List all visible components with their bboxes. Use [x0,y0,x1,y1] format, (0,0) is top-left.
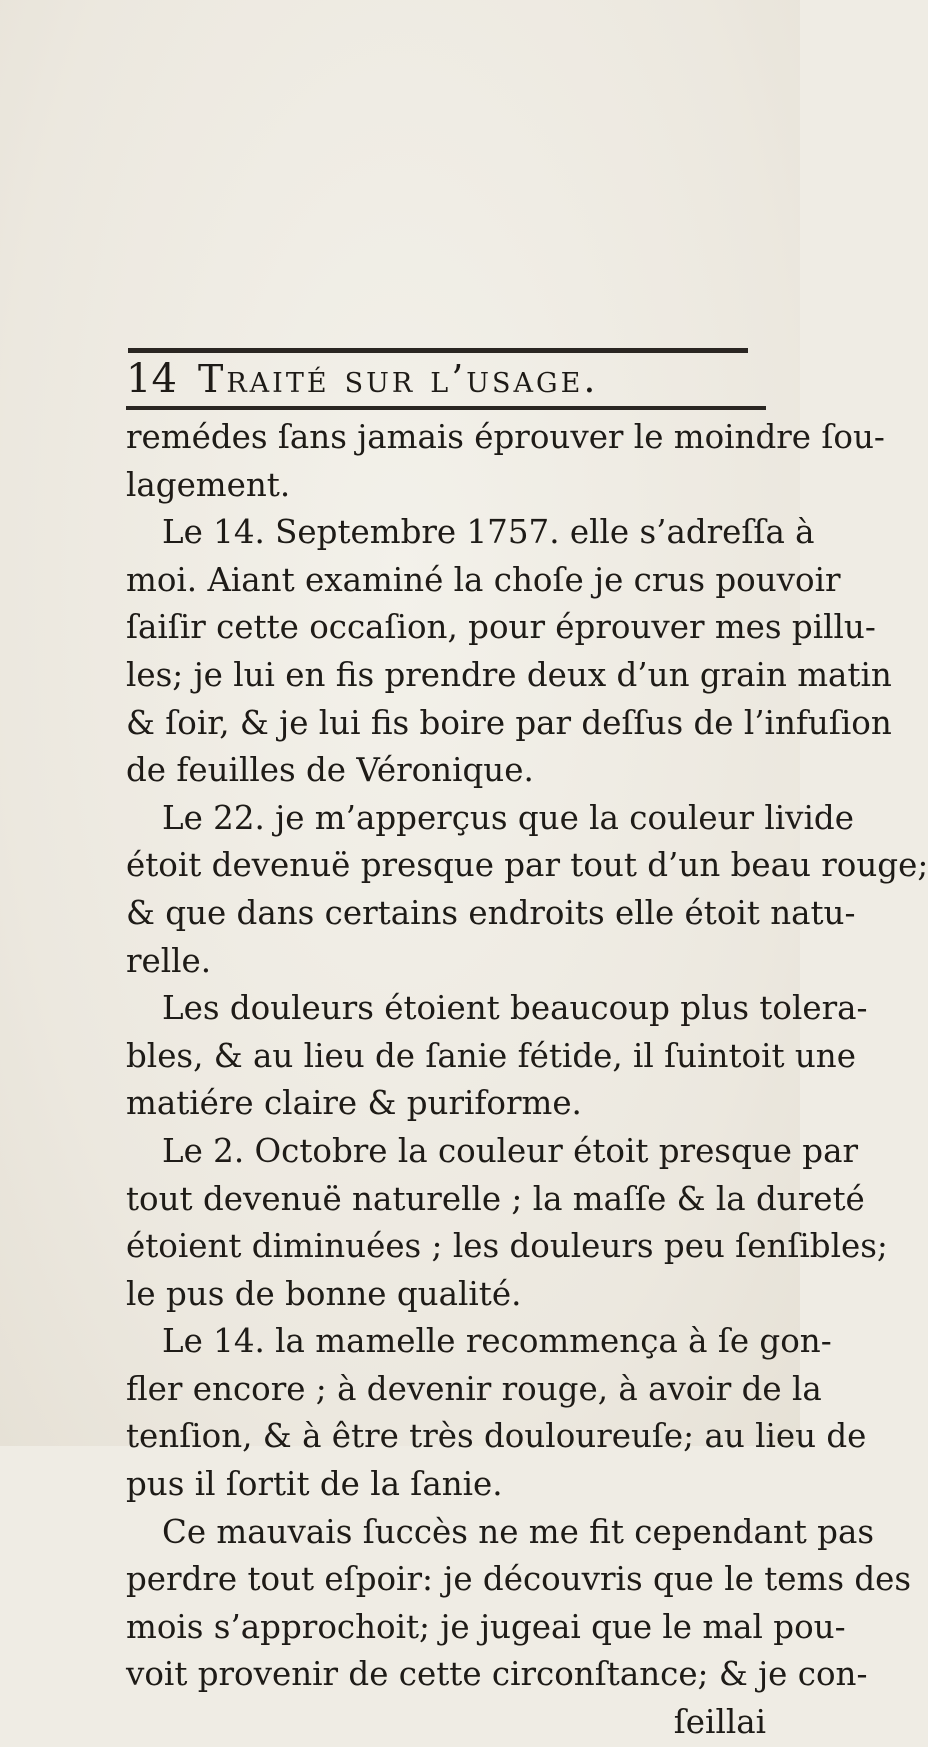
text-line: lagement. [126,465,291,504]
text-line: & ſoir, & je lui fis boire par deſſus de l’infuſion [126,703,892,742]
text-line: matiére claire & puriforme. [126,1084,582,1123]
page-header [126,356,766,402]
text-line: Le 2. Octobre la couleur étoit presque par [162,1131,859,1170]
text-line: bles, & au lieu de ſanie fétide, il ſuintoit une [126,1036,856,1075]
page-number: 14 [126,356,177,402]
text-line: pus il ſortit de la ſanie. [126,1465,503,1504]
text-line: ſeillai [673,1703,766,1742]
text-line: tout devenuë naturelle ; la maſſe & la dureté [126,1179,865,1218]
text-line: Le 14. la mamelle recommença à ſe gon- [162,1322,832,1361]
text-line: le pus de bonne qualité. [126,1274,522,1313]
text-line: remédes ſans jamais éprouver le moindre ſou- [126,418,885,456]
text-line: fler encore ; à devenir rouge, à avoir de la [126,1369,822,1408]
text-line: étoit devenuë presque par tout d’un beau rouge; [126,846,928,885]
text-line: mois s’approchoit; je jugeai que le mal pou- [126,1607,846,1646]
text-line: & que dans certains endroits elle étoit natu- [126,893,856,932]
running-head: Traité sur l’usage. [198,357,599,401]
text-line: étoient diminuées ; les douleurs peu ſenſibles; [126,1227,888,1266]
text-line: de feuilles de Véronique. [126,751,534,790]
text-line: ſaiſir cette occaſion, pour éprouver mes pillu- [126,608,876,647]
text-line: Le 14. Septembre 1757. elle s’adreſſa à [162,513,815,552]
text-line: perdre tout eſpoir: je découvris que le tems des [126,1560,912,1599]
text-line: Ce mauvais ſuccès ne me fit cependant pas [162,1512,875,1551]
text-line: relle. [126,941,212,980]
text-line: moi. Aiant examiné la choſe je crus pouvoir [126,560,841,599]
header-rule-top [128,348,748,353]
header-rule-bottom [126,406,766,410]
text-line: Le 22. je m’apperçus que la couleur livide [162,798,854,837]
text-line: voit provenir de cette circonſtance; & je con- [126,1655,868,1694]
body-text [126,414,928,1747]
text-line: tenſion, & à être très douloureuſe; au lieu de [126,1417,867,1456]
text-line: Les douleurs étoient beaucoup plus tolera- [162,989,868,1028]
text-line: les; je lui en fis prendre deux d’un grain matin [126,655,892,694]
